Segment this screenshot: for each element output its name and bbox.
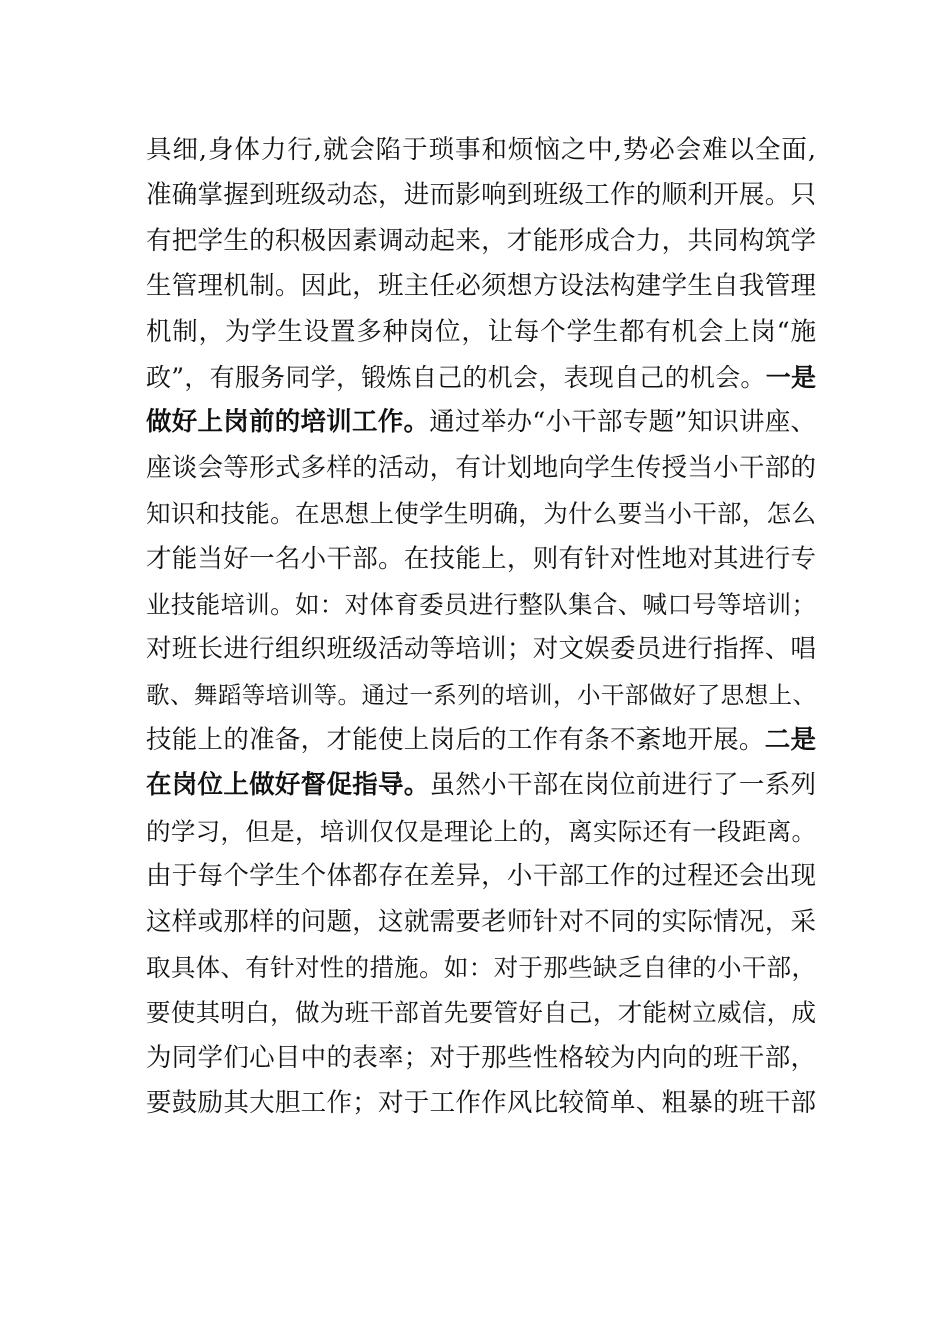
text-segment: 技能上的准备，才能使上岗后的工作有条不紊地开展。 [146, 725, 765, 756]
text-segment: 这样或那样的问题，这就需要老师针对不同的实际情况，采 [146, 906, 816, 937]
text-line [146, 900, 816, 945]
text-line [146, 582, 816, 627]
text-segment: 业技能培训。如：对体育委员进行整队集合、喊口号等培训； [146, 589, 816, 619]
text-segment: 要鼓励其大胆工作；对于工作作风比较简单、粗暴的班干部 [146, 1088, 816, 1119]
text-segment: 通过举办“小干部专题”知识讲座、 [429, 407, 816, 438]
text-segment: 要使其明白，做为班干部首先要管好自己，才能树立威信，成 [146, 998, 816, 1028]
bold-text-segment: 一是 [765, 362, 816, 392]
text-line [146, 1036, 816, 1081]
text-line [146, 537, 816, 582]
text-segment: 准确掌握到班级动态，进而影响到班级工作的顺利开展。只 [146, 180, 816, 211]
body-text [146, 128, 816, 1127]
text-segment: 对班长进行组织班级活动等培训；对文娱委员进行指挥、唱 [146, 634, 816, 665]
text-segment: 知识和技能。在思想上使学生明确，为什么要当小干部，怎么 [146, 499, 816, 529]
text-segment: 的学习，但是，培训仅仅是理论上的，离实际还有一段距离。 [146, 816, 816, 846]
text-line [146, 763, 816, 808]
text-segment: 政”，有服务同学，锻炼自己的机会，表现自己的机会。 [146, 362, 766, 392]
text-segment: 具细,身体力行,就会陷于琐事和烦恼之中,势必会难以全面, [146, 135, 816, 165]
text-line [146, 673, 816, 718]
text-segment: 生管理机制。因此，班主任必须想方设法构建学生自我管理 [146, 271, 816, 302]
bold-text-segment: 二是 [764, 725, 816, 756]
text-line [146, 400, 816, 445]
text-line [146, 1081, 816, 1126]
text-segment: 机制，为学生设置多种岗位，让每个学生都有机会上岗“施 [146, 316, 816, 347]
text-segment: 座谈会等形式多样的活动，有计划地向学生传授当小干部的 [146, 452, 816, 483]
text-line [146, 809, 816, 854]
text-line [146, 355, 816, 400]
text-line [146, 310, 816, 355]
text-line [146, 446, 816, 491]
text-line [146, 718, 816, 763]
text-line [146, 173, 816, 218]
text-line [146, 491, 816, 536]
text-line [146, 854, 816, 899]
text-segment: 才能当好一名小干部。在技能上，则有针对性地对其进行专 [146, 543, 816, 574]
text-segment: 为同学们心目中的表率；对于那些性格较为内向的班干部， [146, 1042, 816, 1073]
bold-text-segment: 在岗位上做好督促指导。 [146, 770, 430, 801]
text-line [146, 945, 816, 990]
text-segment: 虽然小干部在岗位前进行了一系列 [429, 770, 816, 801]
text-line [146, 219, 816, 264]
text-line [146, 627, 816, 672]
text-line [146, 128, 816, 173]
bold-text-segment: 做好上岗前的培训工作。 [146, 407, 430, 438]
text-line [146, 264, 816, 309]
text-line [146, 990, 816, 1035]
text-segment: 由于每个学生个体都存在差异，小干部工作的过程还会出现 [146, 861, 816, 892]
text-segment: 有把学生的积极因素调动起来，才能形成合力，共同构筑学 [146, 225, 816, 256]
text-segment: 歌、舞蹈等培训等。通过一系列的培训，小干部做好了思想上、 [146, 680, 816, 709]
text-segment: 取具体、有针对性的措施。如：对于那些缺乏自律的小干部， [146, 953, 816, 983]
